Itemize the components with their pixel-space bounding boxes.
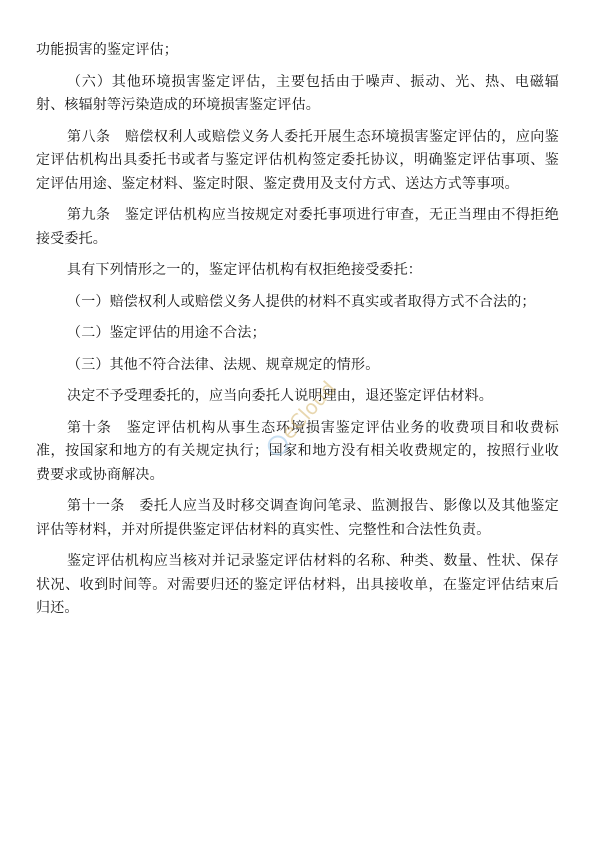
article-10: 第十条 鉴定评估机构从事生态环境损害鉴定评估业务的收费项目和收费标准，按国家和地方的有关规定执行；国家和地方没有相关收费规定的，按照行业收费要求或协商解决。 [36, 419, 559, 483]
material-verification: 鉴定评估机构应当核对并记录鉴定评估材料的名称、种类、数量、性状、保存状况、收到时间等。对需要归还的鉴定评估材料，出具接收单，在鉴定评估结束后归还。 [36, 553, 559, 616]
paragraph-item-6: （六）其他环境损害鉴定评估，主要包括由于噪声、振动、光、热、电磁辐射、核辐射等污染造成的环境损害鉴定评估。 [36, 73, 559, 113]
refusal-item-3: （三）其他不符合法律、法规、规章规定的情形。 [67, 356, 380, 373]
refusal-intro: 具有下列情形之一的，鉴定评估机构有权拒绝接受委托： [67, 262, 422, 278]
paragraph-1: 功能损害的鉴定评估； [36, 42, 178, 58]
article-9: 第九条 鉴定评估机构应当按规定对委托事项进行审查，无正当理由不得拒绝接受委托。 [36, 207, 559, 247]
refusal-conclusion: 决定不予受理委托的，应当向委托人说明理由，退还鉴定评估材料。 [67, 388, 493, 404]
article-8: 第八条 赔偿权利人或赔偿义务人委托开展生态环境损害鉴定评估的，应向鉴定评估机构出具委托书或者与鉴定评估机构签定委托协议，明确鉴定评估事项、鉴定评估用途、鉴定材料、鉴定时限、鉴定费用及支付方式、送达方式等事项。 [36, 128, 559, 192]
svg-text:eCloud: eCloud [276, 376, 341, 444]
refusal-item-1: （一）赔偿权利人或赔偿义务人提供的材料不真实或者取得方式不合法的； [67, 293, 536, 310]
article-11: 第十一条 委托人应当及时移交调查询问笔录、监测报告、影像以及其他鉴定评估等材料，并对所提供鉴定评估材料的真实性、完整性和合法性负责。 [36, 498, 559, 538]
document-body [36, 39, 559, 629]
refusal-item-2: （二）鉴定评估的用途不合法； [67, 325, 266, 341]
